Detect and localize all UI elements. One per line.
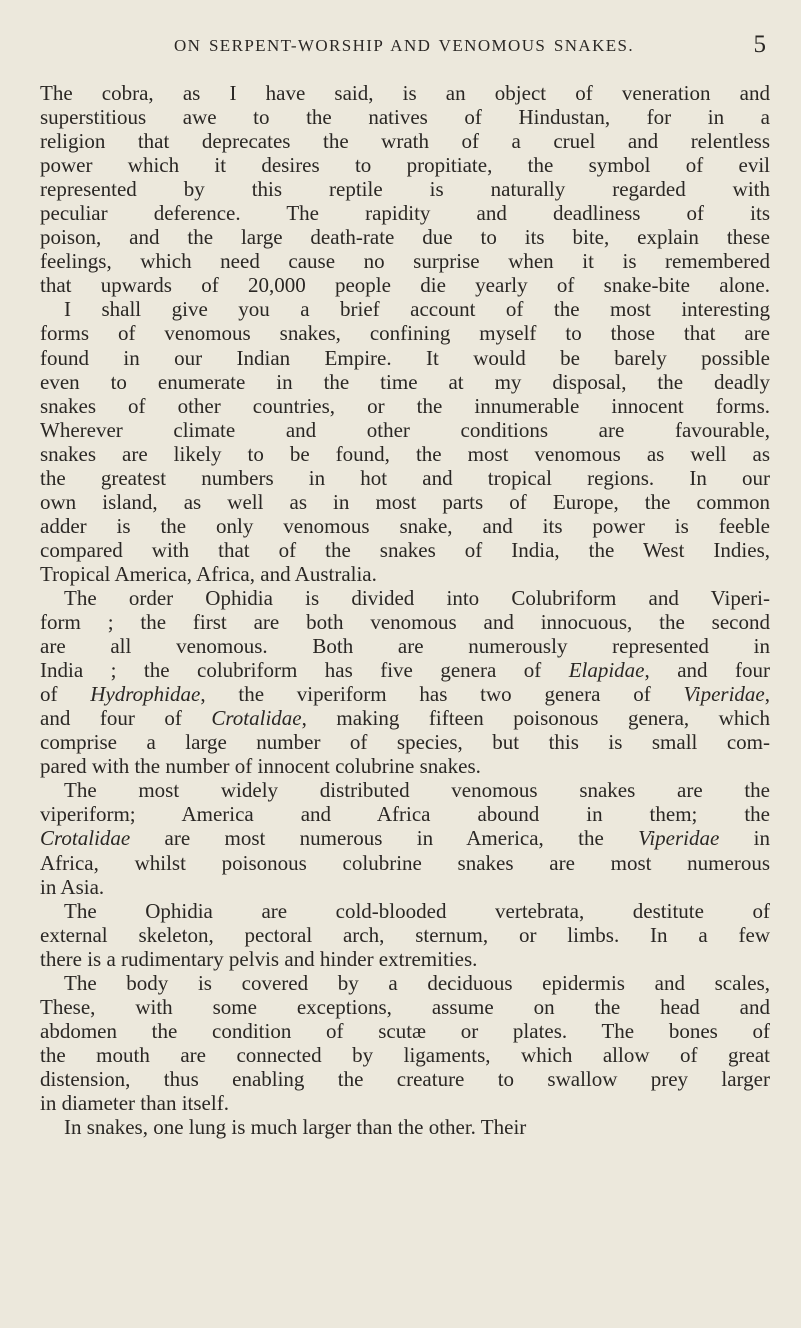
text-line: [40, 81, 770, 105]
body-text: [40, 81, 770, 1139]
text-segment: are all venomous. Both are numerously represented in: [40, 634, 770, 659]
text-segment: viperiform; America and Africa abound in them; the: [40, 802, 770, 827]
text-segment: The most widely distributed venomous snakes are the: [64, 778, 770, 803]
italic-taxon-name: Elapidae: [568, 658, 645, 683]
page-number: 5: [753, 31, 766, 58]
text-segment: feelings, which need cause no surprise when it is remembered: [40, 249, 770, 274]
text-segment: India ; the colubriform has five genera of: [40, 658, 569, 683]
text-line: [40, 201, 770, 225]
text-segment: the mouth are connected by ligaments, which allow of great: [40, 1042, 770, 1067]
text-line: [40, 418, 770, 442]
text-line: [40, 1043, 770, 1067]
text-line: [40, 177, 770, 201]
text-line: [40, 754, 770, 778]
text-segment: Wherever climate and other conditions are favourable,: [40, 417, 770, 442]
text-segment: the greatest numbers in hot and tropical regions. In our: [40, 465, 770, 490]
text-segment: These, with some exceptions, assume on the head and: [40, 994, 770, 1019]
text-segment: religion that deprecates the wrath of a cruel and relentless: [40, 129, 770, 154]
text-segment: are most numerous in America, the: [130, 826, 639, 851]
text-line: [40, 394, 770, 418]
text-line: [40, 370, 770, 394]
text-line: [40, 947, 770, 971]
text-line: [40, 851, 770, 875]
text-segment: Tropical America, Africa, and Australia.: [40, 561, 377, 586]
italic-taxon-name: Crotalidae: [40, 826, 131, 851]
text-line: [40, 706, 770, 730]
italic-taxon-name: Crotalidae: [211, 706, 302, 731]
text-line: [40, 730, 770, 754]
running-title: ON SERPENT-WORSHIP AND VENOMOUS SNAKES.: [173, 36, 635, 55]
text-line: [40, 562, 770, 586]
text-line: [40, 826, 770, 850]
text-line: [40, 249, 770, 273]
text-segment: pared with the number of innocent colubrine snakes.: [40, 754, 481, 779]
text-line: [40, 899, 770, 923]
text-segment: , the viperiform has two genera of: [200, 682, 684, 707]
text-segment: and four of: [40, 706, 212, 731]
text-segment: poison, and the large death-rate due to its bite, explain these: [40, 225, 770, 250]
text-line: [40, 875, 770, 899]
text-segment: represented by this reptile is naturally regarded with: [40, 177, 770, 202]
text-segment: in: [719, 826, 770, 851]
text-line: [40, 682, 770, 706]
text-line: [40, 466, 770, 490]
text-line: [40, 778, 770, 802]
text-line: [40, 802, 770, 826]
text-segment: there is a rudimentary pelvis and hinder extremities.: [40, 946, 478, 971]
text-segment: distension, thus enabling the creature to swallow prey larger: [40, 1066, 770, 1091]
italic-taxon-name: Viperidae: [683, 682, 765, 707]
text-line: [40, 923, 770, 947]
text-line: [40, 273, 770, 297]
text-segment: , making fifteen poisonous genera, which: [301, 706, 770, 731]
text-line: [40, 586, 770, 610]
text-segment: , and four: [644, 658, 770, 683]
text-line: [40, 634, 770, 658]
running-head: [40, 31, 768, 64]
text-segment: power which it desires to propitiate, the symbol of evil: [40, 153, 770, 178]
text-segment: in Asia.: [40, 874, 105, 899]
text-segment: form ; the first are both venomous and innocuous, the second: [40, 610, 770, 635]
text-line: [40, 538, 770, 562]
text-line: [40, 1019, 770, 1043]
text-segment: found in our Indian Empire. It would be barely possible: [40, 345, 770, 370]
text-segment: external skeleton, pectoral arch, sternum, or limbs. In a few: [40, 922, 770, 947]
text-segment: own island, as well as in most parts of Europe, the common: [40, 489, 770, 514]
text-segment: snakes are likely to be found, the most venomous as well as: [40, 441, 770, 466]
text-line: [40, 610, 770, 634]
text-line: [40, 490, 770, 514]
text-line: [40, 1067, 770, 1091]
text-segment: abdomen the condition of scutæ or plates. The bones of: [40, 1018, 770, 1043]
text-segment: peculiar deference. The rapidity and deadliness of its: [40, 201, 770, 226]
text-segment: even to enumerate in the time at my disposal, the deadly: [40, 369, 770, 394]
italic-taxon-name: Hydrophidae: [90, 682, 201, 707]
text-segment: compared with that of the snakes of India, the West Indies,: [40, 537, 770, 562]
text-line: [40, 442, 770, 466]
text-line: [40, 346, 770, 370]
text-line: [40, 321, 770, 345]
text-segment: superstitious awe to the natives of Hindustan, for in a: [40, 105, 770, 130]
text-line: [40, 225, 770, 249]
italic-taxon-name: Viperidae: [638, 826, 720, 851]
text-segment: The order Ophidia is divided into Colubriform and Viperi-: [64, 585, 770, 610]
text-line: [40, 297, 770, 321]
text-segment: snakes of other countries, or the innumerable innocent forms.: [40, 393, 770, 418]
text-segment: The cobra, as I have said, is an object of veneration and: [40, 81, 770, 105]
text-segment: comprise a large number of species, but this is small com-: [40, 730, 770, 755]
text-line: [40, 1091, 770, 1115]
text-segment: The body is covered by a deciduous epidermis and scales,: [64, 970, 770, 995]
text-line: [40, 1115, 770, 1139]
text-line: [40, 129, 770, 153]
text-segment: adder is the only venomous snake, and its power is feeble: [40, 513, 770, 538]
text-segment: Africa, whilst poisonous colubrine snakes are most numerous: [40, 850, 770, 875]
text-segment: ,: [764, 682, 770, 707]
text-line: [40, 971, 770, 995]
text-line: [40, 153, 770, 177]
text-segment: that upwards of 20,000 people die yearly of snake-bite alone.: [40, 273, 770, 298]
text-line: [40, 514, 770, 538]
text-segment: forms of venomous snakes, confining myself to those that are: [40, 321, 770, 346]
text-line: [40, 995, 770, 1019]
text-segment: I shall give you a brief account of the most interesting: [64, 297, 770, 322]
text-line: [40, 658, 770, 682]
text-segment: The Ophidia are cold-blooded vertebrata, destitute of: [64, 898, 770, 923]
text-segment: of: [40, 682, 91, 707]
text-line: [40, 105, 770, 129]
text-segment: In snakes, one lung is much larger than the other. Their: [64, 1115, 527, 1140]
text-segment: in diameter than itself.: [40, 1090, 229, 1115]
